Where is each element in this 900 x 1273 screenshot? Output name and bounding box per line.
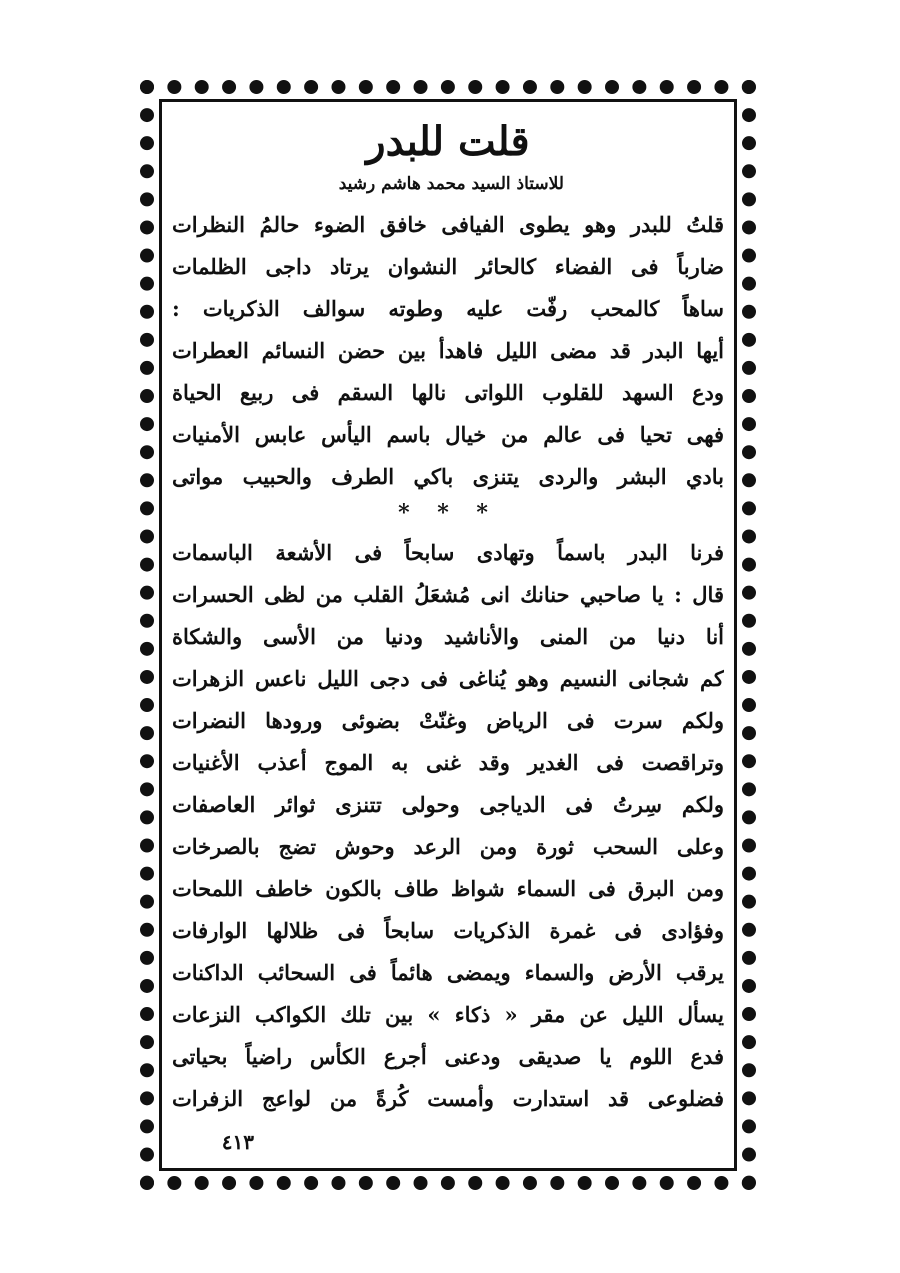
stanza-separator: * * * xyxy=(398,500,498,526)
verse-line: ولكم سرت فى الرياض وغنّتْ بضوئى ورودها النضرات xyxy=(172,708,724,733)
verse-line: وتراقصت فى الغدير وقد غنى به الموج أعذب الأغنيات xyxy=(172,750,724,775)
verse-line: يرقب الأرض والسماء ويمضى هائماً فى السحائب الداكنات xyxy=(172,960,724,985)
page-number: ٤١٣ xyxy=(221,1130,254,1154)
verse-line: أيها البدر قد مضى الليل فاهدأ بين حضن النسائم العطرات xyxy=(172,338,724,363)
verse-line: ولكم سِرتُ فى الدياجى وحولى تتنزى ثوائر العاصفات xyxy=(172,792,724,817)
verse-line: ضارباً فى الفضاء كالحائر النشوان يرتاد داجى الظلمات xyxy=(172,254,724,279)
verse-line: فرنا البدر باسماً وتهادى سابحاً فى الأشعة الباسمات xyxy=(172,540,724,565)
poem-title: قلت للبدر xyxy=(366,118,530,165)
verse-line: وفؤادى فى غمرة الذكريات سابحاً فى ظلالها الوارفات xyxy=(172,918,724,943)
verse-line: فضلوعى قد استدارت وأمست كُرةً من لواعج الزفرات xyxy=(172,1086,724,1111)
poem-author: للاستاذ السيد محمد هاشم رشيد xyxy=(338,174,564,194)
poem-page xyxy=(172,112,724,1158)
verse-line: أنا دنيا من المنى والأناشيد ودنيا من الأسى والشكاة xyxy=(172,624,724,649)
verse-line: قلتُ للبدر وهو يطوى الفيافى خافق الضوء حالمُ النظرات xyxy=(172,212,724,237)
verse-line: كم شجانى النسيم وهو يُناغى فى دجى الليل ناعس الزهرات xyxy=(172,666,724,691)
verse-line: ومن البرق فى السماء شواظ طاف بالكون خاطف اللمحات xyxy=(172,876,724,901)
poem-body xyxy=(172,204,724,1120)
verse-line: فهى تحيا فى عالم من خيال باسم اليأس عابس الأمنيات xyxy=(172,422,724,447)
verse-line: ساهاً كالمحب رفّت عليه وطوته سوالف الذكريات : xyxy=(172,296,724,321)
verse-line: قال : يا صاحبي حنانك انى مُشعَلُ القلب من لظى الحسرات xyxy=(172,582,724,607)
verse-line: فدع اللوم يا صديقى ودعنى أجرع الكأس راضياً بحياتى xyxy=(172,1044,724,1069)
verse-line: بادي البشر والردى يتنزى باكي الطرف والحبيب مواتى xyxy=(172,464,724,489)
verse-line: يسأل الليل عن مقر « ذكاء » بين تلك الكواكب النزعات xyxy=(172,1002,724,1027)
verse-line: ودع السهد للقلوب اللواتى نالها السقم فى ربيع الحياة xyxy=(172,380,724,405)
verse-line: وعلى السحب ثورة ومن الرعد وحوش تضج بالصرخات xyxy=(172,834,724,859)
